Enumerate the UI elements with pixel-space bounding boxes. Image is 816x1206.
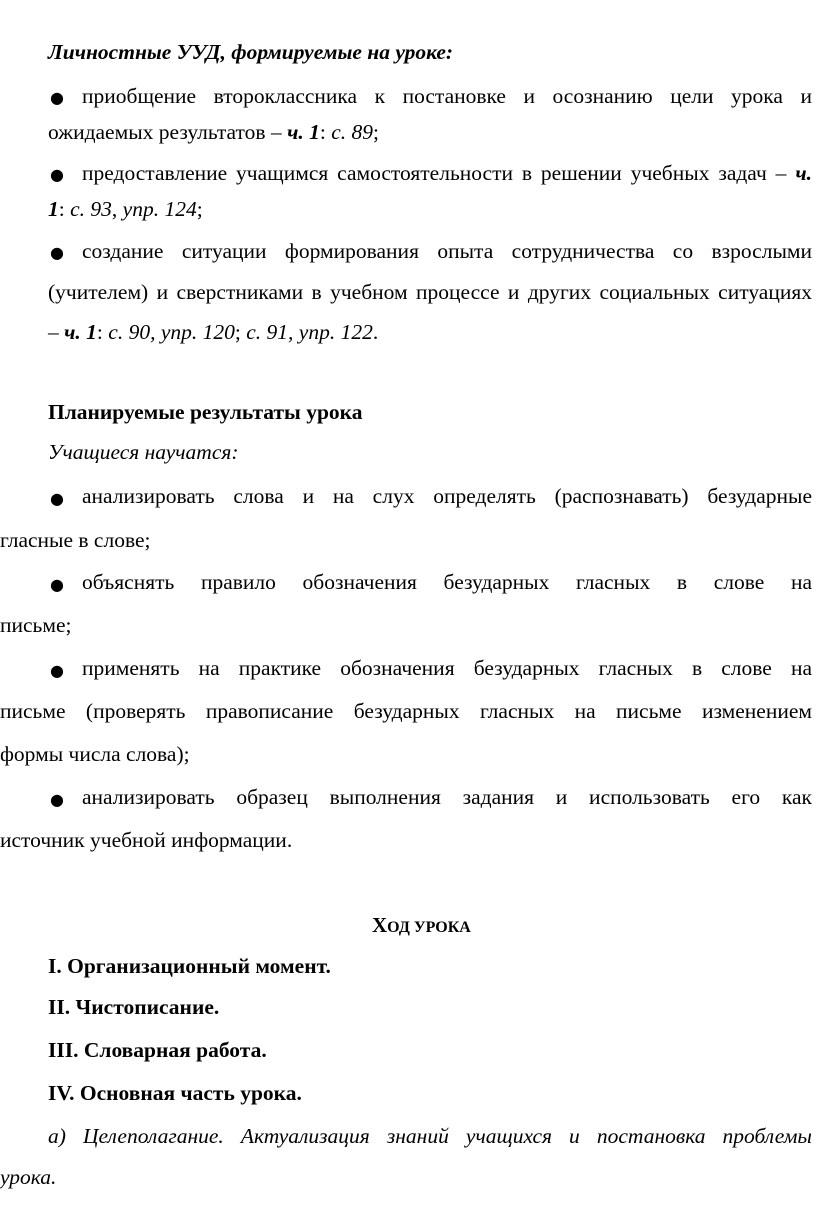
stage-4: IV. Основная часть урока.	[48, 1081, 302, 1105]
uud-item-2-line-2: 1: с. 93, упр. 124;	[48, 197, 203, 221]
results-item-3-line-3: формы числа слова);	[0, 742, 190, 766]
results-item-1-line-1: анализировать слова и на слух определять (распознавать) безударные	[82, 484, 812, 508]
results-item-1-line-2: гласные в слове;	[0, 528, 151, 552]
bullet-icon: ●	[50, 88, 64, 107]
results-item-3-line-1: применять на практике обозначения безударных гласных в слове на	[82, 656, 812, 680]
uud-item-1-line-1: приобщение второклассника к постановке и осознанию цели урока и	[82, 84, 812, 108]
uud-item-3-line-2: (учителем) и сверстниками в учебном процессе и других социальных ситуациях	[48, 280, 812, 304]
uud-item-3-line-3: – ч. 1: с. 90, упр. 120; с. 91, упр. 122.	[48, 320, 379, 344]
stage-4-sub-a-line-1: а) Целеполагание. Актуализация знаний учащихся и постановка проблемы	[48, 1124, 812, 1148]
results-item-4-line-2: источник учебной информации.	[0, 828, 293, 852]
bullet-icon: ●	[50, 661, 64, 680]
uud-item-1-line-2: ожидаемых результатов – ч. 1: с. 89;	[48, 120, 379, 144]
results-item-2-line-2: письме;	[0, 613, 72, 637]
results-item-3-line-2: письме (проверять правописание безударных гласных на письме изменением	[0, 699, 812, 723]
bullet-icon: ●	[50, 575, 64, 594]
stage-4-sub-a-line-2: урока.	[0, 1165, 57, 1189]
bullet-icon: ●	[50, 790, 64, 809]
stage-1: I. Организационный момент.	[48, 954, 331, 978]
results-item-4-line-1: анализировать образец выполнения задания и использовать его как	[82, 785, 812, 809]
bullet-icon: ●	[50, 243, 64, 262]
lesson-title: ХОД УРОКА	[372, 913, 471, 937]
uud-item-2-line-1: предоставление учащимся самостоятельности в решении учебных задач – ч.	[82, 161, 812, 185]
results-subheading: Учащиеся научатся:	[48, 440, 239, 464]
results-item-2-line-1: объяснять правило обозначения безударных гласных в слове на	[82, 570, 812, 594]
bullet-icon: ●	[50, 489, 64, 508]
uud-item-3-line-1: создание ситуации формирования опыта сотрудничества со взрослыми	[82, 239, 812, 263]
bullet-icon: ●	[50, 165, 64, 184]
stage-2: II. Чистописание.	[48, 995, 220, 1019]
results-heading: Планируемые результаты урока	[48, 400, 363, 424]
stage-3: III. Словарная работа.	[48, 1038, 267, 1062]
uud-heading: Личностные УУД, формируемые на уроке:	[48, 40, 454, 64]
